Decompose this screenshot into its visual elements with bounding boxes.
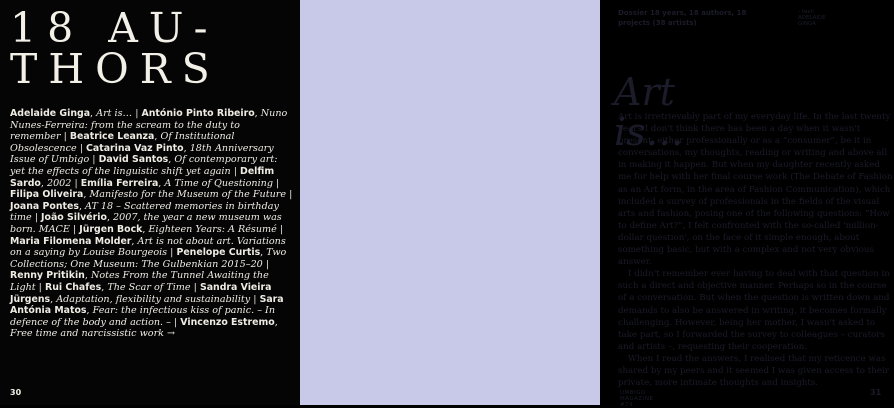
author-credit: › text: ADELAIDE GINGA (798, 9, 826, 27)
author-name: Emília Ferreira (80, 177, 159, 189)
author-name: Filipa Oliveira (10, 189, 84, 201)
left-page (0, 0, 300, 405)
article-title-ref: Adaptation, flexibility and sustainability (56, 293, 251, 305)
article-title-ref: Of Institutional Obsolescence (10, 131, 235, 154)
dossier-heading: Dossier 18 years, 18 authors, 18 projects (38 artists) (618, 9, 747, 27)
article-title-ref: Fear: the infectious kiss of panic. – In defence of the body and action. – (10, 305, 276, 328)
title-line: 18 AU- (10, 4, 219, 52)
author-name: Sandra Vieira Jürgens (10, 281, 272, 305)
article-paragraph: Art is irretrievably part of my everyday life. In the last twenty years I don't think there has been a day when it wasn't present, either professionally or as a “consumer”, be it in conversations, my thoughts, reading or writing and above all in making it happen. But when my daughter recently asked me for help with her final course work (The Debate of Fashion as an Art form, in the area of Fashion Communication), which included a survey of professionals in the fields of the visual arts and fashion, posing one of the following questions: “How to define Art?”, I felt confronted with the so-called 'million-dollar question', on the face of it simple enough, about something basic, but with a complex and not very obvious answer. (618, 112, 893, 268)
magazine-footer: UMBIGO MAGAZINE #74 (620, 390, 654, 408)
article-title: Art is… (614, 70, 684, 154)
article-title-ref: Two Collections; One Museum: The Gulbenkian 2015–20 (10, 247, 287, 270)
page-title (10, 4, 295, 93)
article-title-ref: AT 18 – Scattered memories in birthday time (10, 200, 279, 224)
author-name: Jürgen Bock (79, 223, 143, 235)
article-paragraph: When I read the answers, I realised that my reticence was shared by my peers and it seemed I was given access to their private, more intimate thoughts and insights. (618, 353, 889, 389)
right-page (300, 0, 893, 408)
author-name: Maria Filomena Molder (10, 235, 132, 247)
title-line: THORS (10, 45, 221, 93)
article-title-ref: Manifesto for the Museum of the Future (89, 189, 287, 201)
article-body (618, 111, 894, 389)
article-title-ref: Eighteen Years: A Résumé (148, 223, 277, 235)
article-paragraph: I didn't remember ever having to deal with that question in such a direct and objective manner. Perhaps so in the course of a conversation. But when the question is written down and demands to also be answered in writing, it becomes formally challenging. However, being her mother, I wasn't asked to take part, so I forwarded the survey to colleagues – curators and artists –, requesting their cooperation. (618, 269, 890, 352)
author-name: Adelaide Ginga (10, 108, 91, 119)
author-name: Rui Chafes (44, 281, 102, 293)
page-number-left: 30 (10, 388, 22, 397)
author-name: Beatrice Leanza (69, 131, 155, 143)
article-title-ref: Notes From the Tunnel Awaiting the Light (10, 270, 269, 293)
author-name: António Pinto Ribeiro (141, 108, 255, 119)
article-title-ref: Of contemporary art: yet the effects of the linguistic shift yet again (10, 154, 278, 177)
article-title-ref: Free time and narcissistic work → (10, 328, 176, 340)
author-name: Vincenzo Estremo (180, 316, 275, 328)
author-name: Renny Pritikin (10, 270, 85, 282)
article-title-ref: Art is… (96, 108, 133, 119)
author-name: Penelope Curtis (176, 247, 261, 259)
author-name: Joana Pontes (10, 200, 79, 212)
page-number-right: 31 (870, 388, 882, 397)
author-name: Delfim Sardo (10, 165, 275, 189)
article-title-ref: 18th Anniversary Issue of Umbigo (10, 142, 274, 166)
article-title-ref: The Scar of Time (107, 281, 191, 293)
author-name: Sara Antónia Matos (10, 293, 284, 317)
author-name: David Santos (98, 154, 169, 166)
article-title-ref: Nuno Nunes-Ferreira: from the scream to the duty to remember (10, 108, 288, 143)
article-title-ref: 2002 (46, 177, 72, 189)
authors-list: Adelaide Ginga, Art is… | António Pinto Ribeiro, Nuno Nunes-Ferreira: from the scream to the duty to remember | Beatrice Leanza, Of Institutional Obsolescence | Catarina Vaz Pinto, 18th Anniversary Issue of Umbigo | David Santos, Of contemporary art: yet the effects of the linguistic shift yet again | Delfim Sardo, 2002 | Emília Ferreira, A Time of Questioning | Filipa Oliveira, Manifesto for the Museum of the Future | Joana Pontes, AT 18 – Scattered memories in birthday time | João Silvério, 2007, the year a new museum was born. MACE | Jürgen Bock, Eighteen Years: A Résumé | Maria Filomena Molder, Art is not about art. Variations on a saying by Louise Bourgeois | Penelope Curtis, Two Collections; One Museum: The Gulbenkian 2015–20 | Renny Pritikin, Notes From the Tunnel Awaiting the Light | Rui Chafes, The Scar of Time | Sandra Vieira Jürgens, Adaptation, flexibility and sustainability | Sara Antónia Matos, Fear: the infectious kiss of panic. – In defence of the body and action. – | Vincenzo Estremo, Free time and narcissistic work → (10, 108, 293, 340)
author-name: Catarina Vaz Pinto (86, 142, 184, 154)
article-title-ref: A Time of Questioning (164, 177, 273, 189)
article-title-ref: 2007, the year a new museum was born. MACE (10, 212, 282, 235)
article-title-ref: Art is not about art. Variations on a saying by Louise Bourgeois (10, 235, 286, 259)
author-name: João Silvério (41, 212, 107, 224)
